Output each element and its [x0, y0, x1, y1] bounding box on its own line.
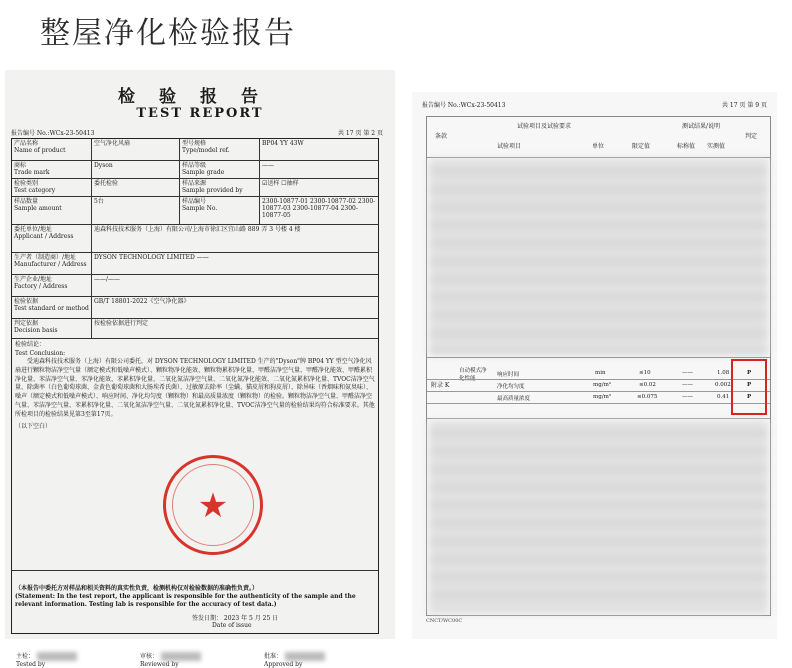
result-row-response-time: 响应时间 min ≤10 —— 1.08 P [427, 368, 770, 380]
row-trade: 商标 Trade mark Dyson 样品等级 Sample grade —— [12, 161, 378, 179]
row-manufacturer: 生产者（制造商）/地址 Manufacturer / Address DYSON TECHNOLOGY LIMITED —— [12, 253, 378, 275]
row-category: 检验类别 Test category 委托检验 样品来源 Sample provided by ☑送样 ☐抽样 [12, 179, 378, 197]
page-heading: 整屋净化检验报告 [40, 16, 296, 51]
report-number: 报告编号 No.:WCx-23-50413 [11, 130, 95, 137]
result-row-max-concentration: 最高质量浓度 mg/m³ ≤0.075 —— 0.41 P [427, 392, 770, 404]
right-footer: CNCT/WC00C [426, 618, 463, 624]
page-info: 共 17 页 第 2 页 [338, 130, 383, 137]
conclusion-label-en: Test Conclusion: [15, 349, 66, 357]
results-table-header: 条款 试验项目及试验要求 试验项目 单位 限定值 测试结果/说明 标称值 实测值 判定 [427, 117, 770, 158]
signature-row [16, 651, 374, 668]
row-decision: 判定依据 Decision basis 按检验依据进行判定 [12, 319, 378, 339]
disclaimer: （本报告中委托方对样品和相关资料的真实性负责，检测机构仅对检验数据的准确性负责。） (Statement: In the test report, the applicant is responsible for the authenticity of the sample and the relevant information. Testing lab is responsible for the accuracy of test data.) [15, 585, 356, 608]
report-title-en: TEST REPORT [136, 106, 264, 121]
right-page-info: 共 17 页 第 9 页 [722, 102, 767, 109]
blurred-content-bottom [429, 421, 768, 613]
issue-date: 签发日期： 2023 年 5 月 25 日 [192, 615, 279, 622]
result-row-uniformity: 净化均匀度 mg/m³ ≤0.02 —— 0.002 P [427, 380, 770, 392]
row-factory: 生产企业/地址 Factory / Address ——/—— [12, 275, 378, 297]
blurred-content-top [429, 159, 768, 355]
auto-mode-section: 附录 K 自动模式净化性能 响应时间 min ≤10 —— 1.08 P 净化均匀度 mg/m³ ≤0.02 —— 0.002 P 最高质量浓度 mg/m³ ≤0.075 —— 0.41 P [427, 357, 770, 419]
report-meta [11, 128, 383, 138]
row-applicant: 委托单位/地址 Applicant / Address 迪森科技技术服务（上海）有限公司/上海市徐汇区宜山路 889 弄 3 号楼 4 楼 [12, 225, 378, 253]
conclusion-label: 检验结论： [15, 341, 46, 348]
highlight-box [731, 359, 767, 415]
star-icon: ★ [197, 486, 229, 526]
reviewed-by: 审核： Reviewed by [140, 651, 250, 668]
report-form [11, 138, 379, 668]
row-amount: 样品数量 Sample amount 5台 样品编号 Sample No. 2300-10877-01 2300-10877-02 2300-10877-03 2300-10877-04 2300-10877-05 [12, 197, 378, 225]
row-standard: 检验依据 Test standard or method GB/T 18801-2022《空气净化器》 [12, 297, 378, 319]
row-product: 产品名称 Name of product 空气净化风扇 型号规格 Type/model ref. BP04 YY 43W [12, 139, 378, 161]
report-title-cn: 检验报告 [118, 87, 282, 107]
report-page-left [5, 70, 395, 668]
red-seal-stamp [163, 455, 263, 555]
tested-by: 主检： Tested by [16, 651, 126, 668]
right-report-meta [422, 100, 767, 109]
blank-note: （以下空白） [15, 423, 52, 431]
right-report-number: 报告编号 No.:WCx-23-50413 [422, 102, 506, 109]
issue-date-en: Date of issue [212, 622, 252, 629]
report-page-right [412, 92, 777, 639]
results-table [426, 116, 771, 616]
conclusion-text: 受迪森科技技术服务（上海）有限公司委托，对 DYSON TECHNOLOGY LIMITED 生产的"Dyson"牌 BP04 YY 型空气净化风扇进行颗粒物洁净空气量（额定模式和低噪声模式）、颗粒物净化能效、颗粒物累积净化量、甲醛洁净空气量、甲醛净化能效、甲醛累积净化量、苯洁净空气量、苯净化能效、苯累积净化量、二氧化氮洁净空气量、二氧化氮净化能效、二氧化氮累积净化量、TVOC洁净空气量、除菌率（白色葡萄球菌、金黄色葡萄球菌和大肠埃希氏菌）、过敏原去除率（尘螨、猫皮屑和狗皮屑）、除异味（香烟味和氨臭味）、噪声（额定模式和低噪声模式）、响应时间、净化均匀度（颗粒物）和最高质量浓度（颗粒物）的检验。颗粒物洁净空气量、甲醛洁净空气量、苯洁净空气量、苯累积净化量、二氧化氮洁净空气量、二氧化氮累积净化量、TVOC洁净空气量的检验结果均符合标准要求。其他所检项目的检验结果见第3至第17页。 [15, 358, 375, 418]
approved-by: 批准： Approved by [264, 651, 374, 668]
